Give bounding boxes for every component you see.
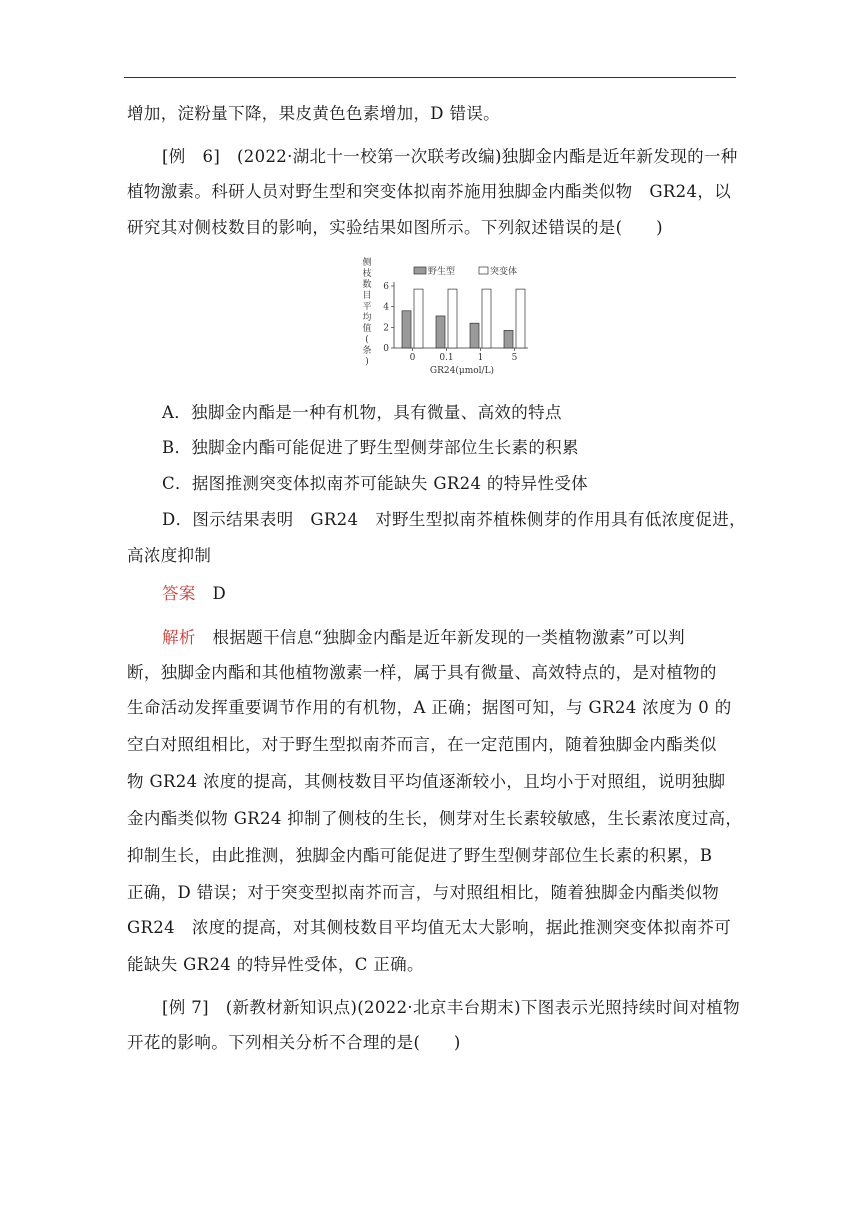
analysis-text: 根据题干信息“独脚金内酯是近年新发现的一类植物激素”可以判 — [212, 628, 686, 647]
text-line: 增加，淀粉量下降，果皮黄色色素增加，D 错误。 — [127, 104, 501, 123]
y-label-char: 均 — [362, 313, 372, 323]
bar-mutant — [516, 289, 525, 348]
analysis-line: 正确，D 错误；对于突变型拟南芥而言，与对照组相比，随着独脚金内酯类似物 — [127, 883, 720, 902]
option-c: C．据图推测突变体拟南芥可能缺失 GR24 的特异性受体 — [162, 474, 589, 493]
legend-label-mutant: 突变体 — [490, 267, 518, 277]
y-label-char: 侧 — [362, 258, 372, 268]
legend-swatch-mutant — [479, 267, 488, 274]
chart-legend — [414, 265, 517, 277]
y-label-char: ) — [365, 357, 369, 367]
y-label-char: 数 — [362, 280, 372, 290]
analysis-line: 空白对照组相比，对于野生型拟南芥而言，在一定范围内，随着独脚金内酯类似 — [127, 735, 717, 754]
analysis-line: 物 GR24 浓度的提高，其侧枝数目平均值逐渐较小，且均小于对照组，说明独脚 — [127, 772, 726, 791]
text-line: 植物激素。科研人员对野生型和突变体拟南芥施用独脚金内酯类似物 GR24，以 — [127, 182, 732, 201]
analysis-line: 抑制生长，由此推测，独脚金内酯可能促进了野生型侧芽部位生长素的积累，B — [127, 846, 713, 865]
analysis-line: 能缺失 GR24 的特异性受体，C 正确。 — [127, 955, 424, 974]
option-a: A．独脚金内酯是一种有机物，具有微量、高效的特点 — [162, 403, 562, 422]
bar-mutant — [414, 289, 423, 348]
y-tick-label: 0 — [383, 344, 389, 354]
y-label-char: ( — [365, 335, 369, 345]
analysis-label: 解析 — [162, 628, 196, 647]
y-tick-label: 6 — [383, 282, 389, 292]
example-6-heading: [例 6] (2022·湖北十一校第一次联考改编)独脚金内酯是近年新发现的一种 — [162, 147, 738, 166]
option-d-continued: 高浓度抑制 — [127, 546, 212, 565]
y-label-char: 目 — [362, 291, 372, 301]
x-tick-label: 0 — [409, 353, 416, 363]
y-label-char: 枝 — [362, 269, 372, 279]
analysis-line: 断，独脚金内酯和其他植物激素一样，属于具有微量、高效特点的，是对植物的 — [127, 663, 717, 682]
y-label-char: 平 — [362, 302, 372, 312]
analysis-line: 金内酯类似物 GR24 抑制了侧枝的生长，侧芽对生长素较敏感，生长素浓度过高， — [127, 809, 743, 828]
option-b: B．独脚金内酯可能促进了野生型侧芽部位生长素的积累 — [162, 438, 579, 457]
x-tick-label: 1 — [477, 353, 484, 363]
bar-wildtype — [470, 323, 479, 348]
y-tick-label: 4 — [383, 302, 389, 313]
bar-chart — [358, 256, 558, 376]
answer-value: D — [212, 584, 227, 603]
bar-wildtype — [504, 330, 513, 348]
analysis-line: GR24 浓度的提高，对其侧枝数目平均值无太大影响，据此推测突变体拟南芥可 — [127, 918, 732, 937]
analysis-line: 生命活动发挥重要调节作用的有机物，A 正确；据图可知，与 GR24 浓度为 0 的 — [127, 698, 732, 717]
header-rule — [124, 77, 736, 78]
legend-label-wildtype: 野生型 — [428, 267, 456, 277]
answer-label: 答案 — [162, 584, 196, 603]
y-label-char: 条 — [362, 346, 372, 356]
analysis-first-line — [162, 628, 736, 648]
bar-wildtype — [436, 316, 445, 348]
bar-mutant — [448, 289, 457, 348]
answer-line — [162, 584, 736, 604]
legend-swatch-wildtype — [414, 267, 426, 274]
option-d: D．图示结果表明 GR24 对野生型拟南芥植株侧芽的作用具有低浓度促进， — [162, 510, 746, 529]
y-label-char: 值 — [362, 324, 372, 334]
y-tick-label: 2 — [383, 323, 389, 334]
chart-plot-area — [383, 282, 528, 363]
x-axis-title: GR24(μmol/L) — [429, 366, 495, 376]
bar-mutant — [482, 289, 491, 348]
x-tick-label: 5 — [511, 353, 518, 363]
bar-wildtype — [402, 311, 411, 348]
text-line: 研究其对侧枝数目的影响，实验结果如图所示。下列叙述错误的是( ) — [127, 218, 663, 237]
y-axis-label — [362, 256, 371, 367]
example-7-heading: [例 7] (新教材新知识点)(2022·北京丰台期末)下图表示光照持续时间对植物 — [162, 998, 740, 1017]
text-line: 开花的影响。下列相关分析不合理的是( ) — [127, 1033, 461, 1052]
x-tick-label: 0.1 — [439, 353, 454, 363]
